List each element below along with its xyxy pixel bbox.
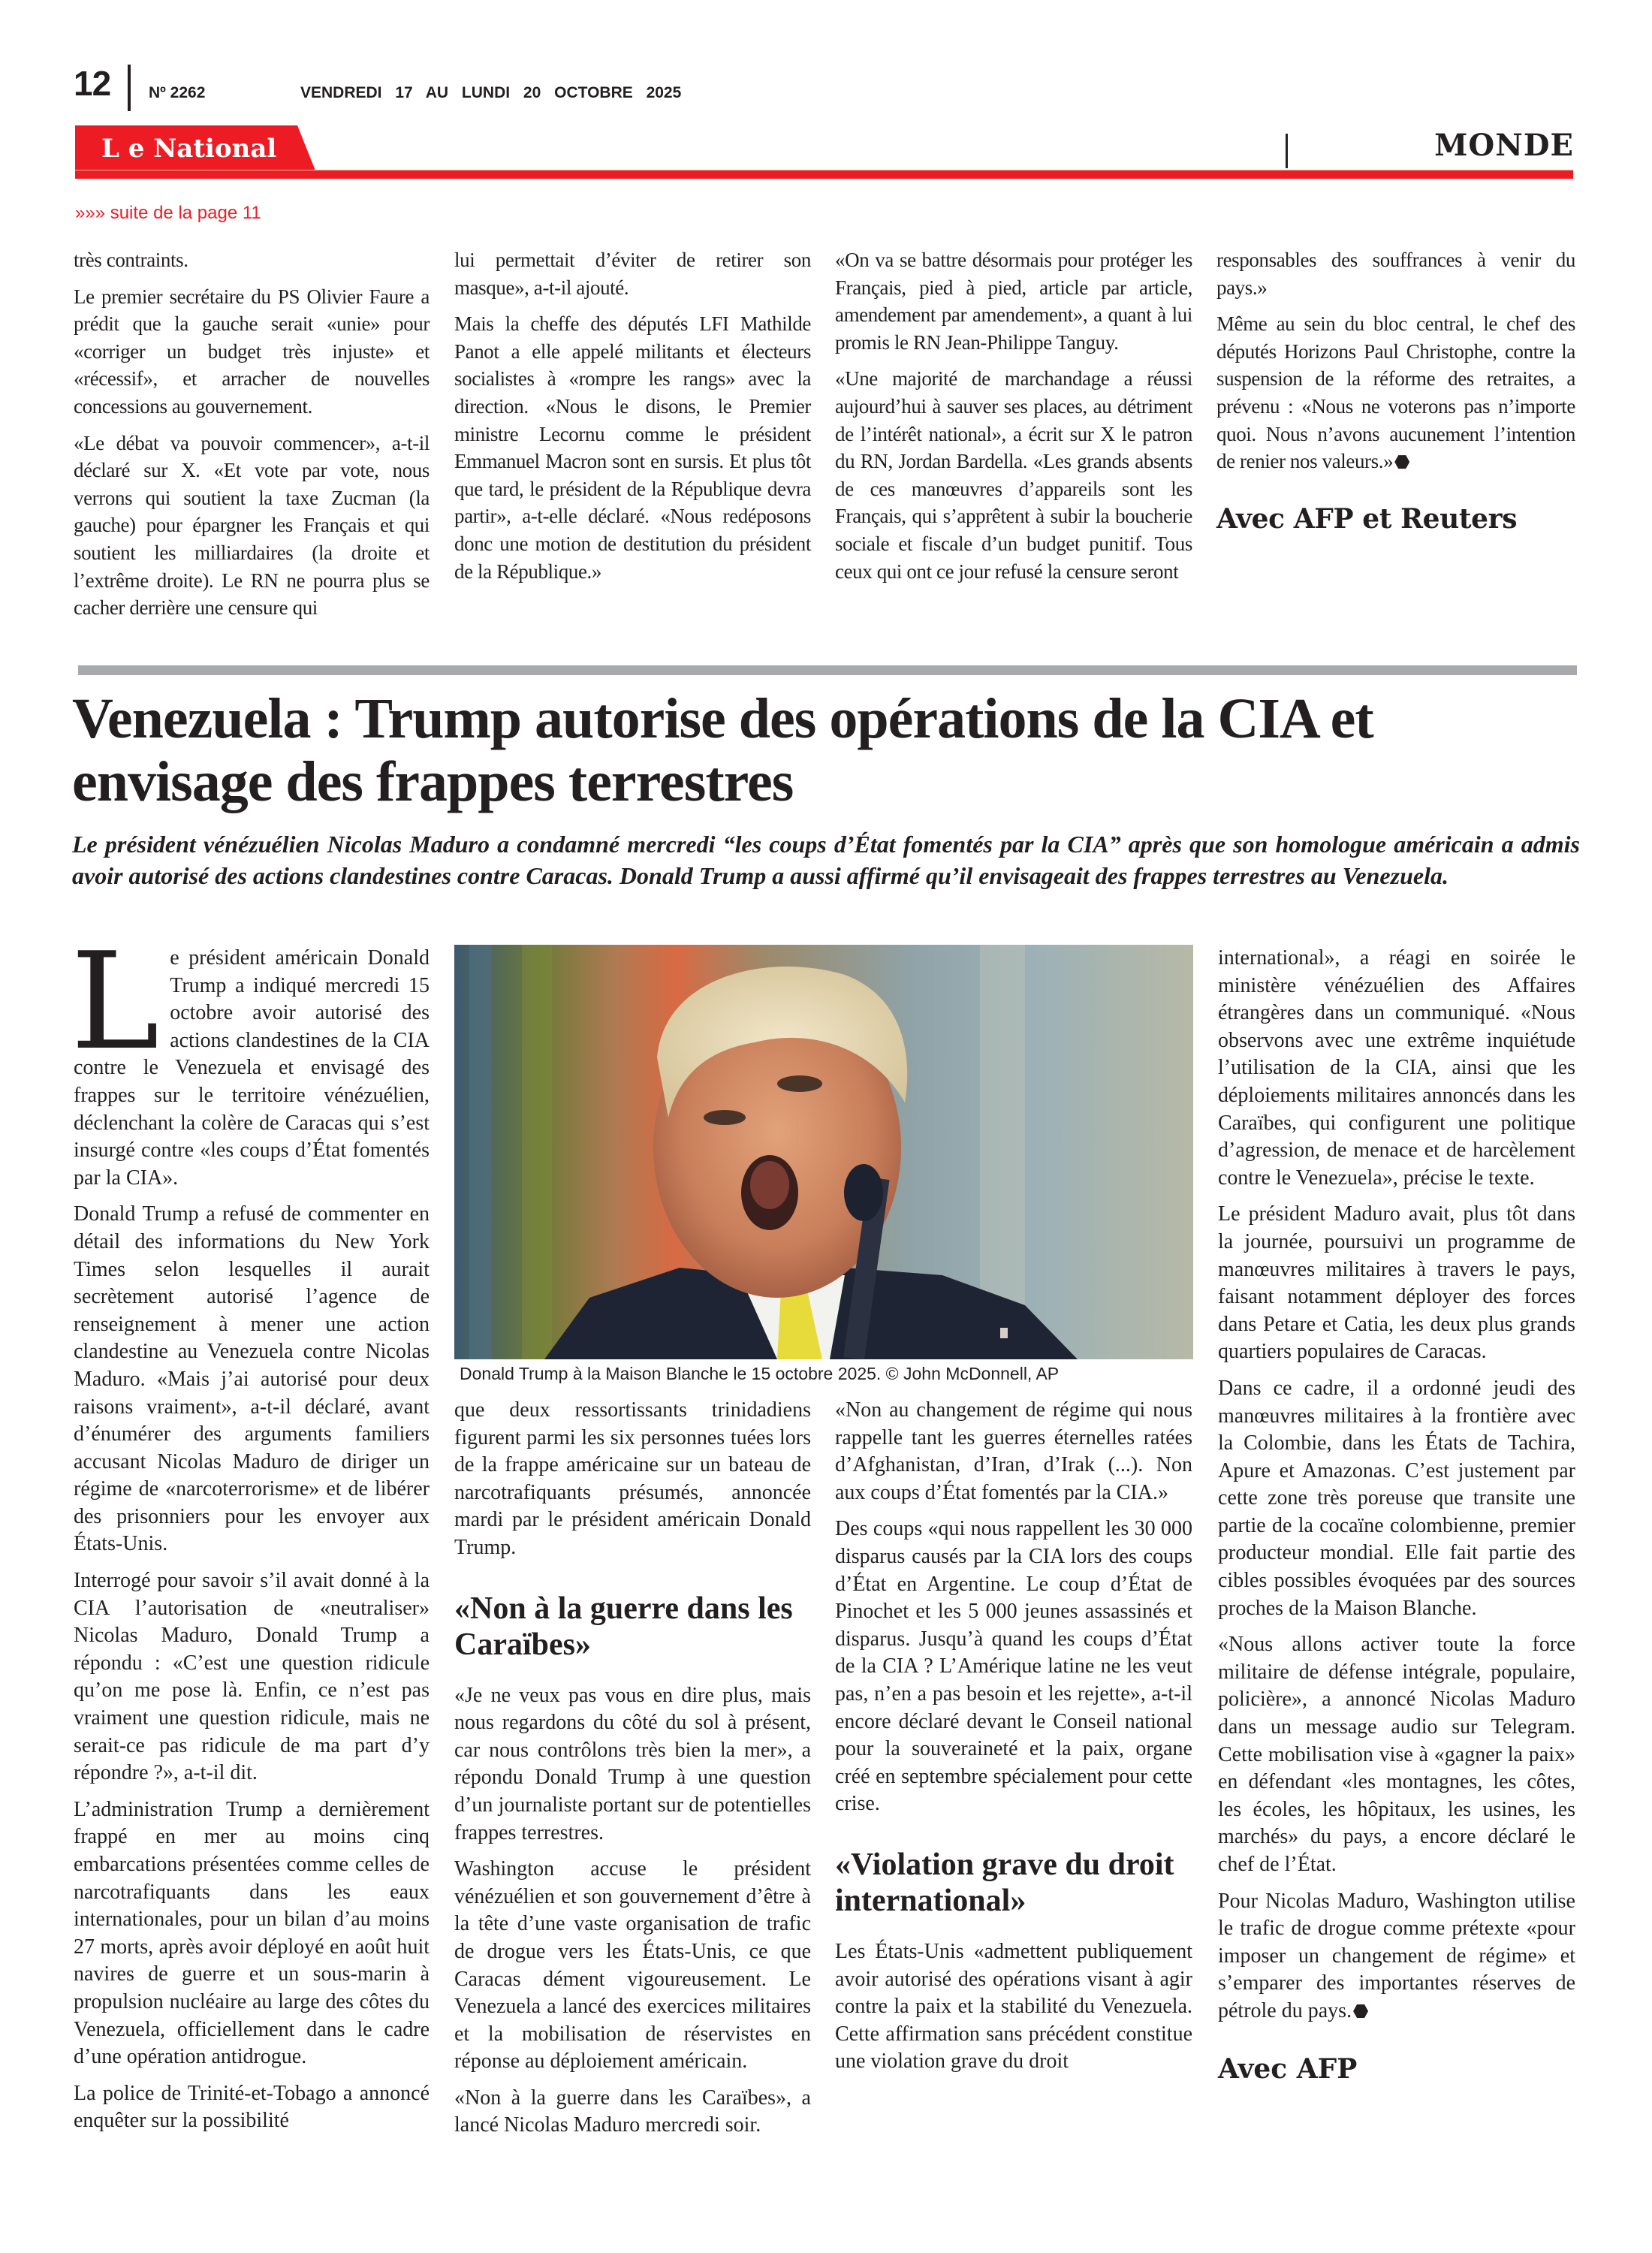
article-headline: Venezuela : Trump autorise des opérations de la CIA et envisage des frappes terrestres	[72, 687, 1373, 813]
lead-paragraph	[71, 924, 430, 1192]
section-divider	[1286, 134, 1288, 168]
paragraph: «Non à la guerre dans les Caraïbes», a lancé Nicolas Maduro mercredi soir.	[454, 2086, 811, 2137]
article-column-1	[71, 924, 430, 2144]
continued-from-link[interactable]: »»» suite de la page 11	[75, 203, 261, 223]
paragraph	[1218, 1888, 1575, 2025]
photo-caption: Donald Trump à la Maison Blanche le 15 octobre 2025. © John McDonnell, AP	[460, 1364, 1060, 1383]
article-column-2	[454, 1397, 811, 2149]
paragraph: lui permettait d’éviter de retirer son masque», a-t-il ajouté.	[454, 249, 811, 299]
paragraph: Le premier secrétaire du PS Olivier Faure a prédit que la gauche serait «unie» pour «corriger un budget très injuste» et «récessif», et arracher de nouvelles concessions au gouvernement.	[74, 285, 430, 418]
paragraph: très contraints.	[74, 249, 188, 271]
folio-divider	[128, 65, 131, 111]
article-deck: Le président vénézuélien Nicolas Maduro a condamné mercredi “les coups d’État fomentés par la CIA” après que son homologue américain a admis avoir autorisé des actions clandestines contre Caracas. Donald Trump a aussi affirmé qu’il envisageait des frappes terrestres au Venezuela.	[72, 831, 1580, 889]
paragraph: «Non au changement de régime qui nous rappelle tant les guerres éternelles ratées d’Afghanistan, d’Iran, d’Irak (...). Non aux coups d’État fomentés par la CIA.»	[835, 1398, 1192, 1504]
trump-photo-illustration	[454, 945, 1193, 1359]
article-photo	[454, 945, 1193, 1359]
drop-cap: L	[71, 924, 160, 1079]
paragraph: «Nous allons activer toute la force militaire de défense intégrale, populaire, policière», a annoncé Nicolas Maduro dans un message audio sur Telegram. Cette mobilisation vise à «gagner la paix» en défendant «les montagnes, les côtes, les écoles, les hôpitaux, les usines, les marchés» du pays, a encore déclaré le chef de l’État.	[1218, 1633, 1575, 1876]
paragraph-text: e président américain Donald Trump a indiqué mercredi 15 octobre avoir autorisé des actions clandestines de la CIA contre le Venezuela et envisagé des frappes sur le territoire vénézuélien, déclenchant la colère de Caracas qui s’est insurgé contre «les coups d’État fomentés par la CIA».	[74, 946, 430, 1190]
paragraph: La police de Trinité-et-Tobago a annoncé enquêter sur la possibilité	[74, 2081, 430, 2133]
paragraph: Dans ce cadre, il a ordonné jeudi des manœuvres militaires à la frontière avec la Colombie, dans les États de Tachira, Apure et Amazonas. C’est justement par cette zone très poreuse que transite une partie de la cocaïne colombienne, premier producteur mondial. Elle fait partie des cibles possibles évoquées par des sources proches de la Maison Blanche.	[1218, 1376, 1575, 1620]
paragraph-text: Même au sein du bloc central, le chef des députés Horizons Paul Christophe, contre la suspension de la réforme des retraites, a prévenu : «Nous ne voterons pas n’importe quoi. Nous n’avons aucunement l’intention de renier nos valeurs.»	[1216, 312, 1575, 473]
page-number: 12	[74, 64, 111, 103]
paragraph: responsables des souffrances à venir du pays.»	[1216, 249, 1575, 299]
dateline: VENDREDI 17 AU LUNDI 20 OCTOBRE 2025	[300, 84, 682, 101]
paragraph: Mais la cheffe des députés LFI Mathilde Panot a elle appelé militants et électeurs socialistes à «rompre les rangs» avec la direction. «Nous le disons, le Premier ministre Lecornu comme le président Emmanuel Macron sont en sursis. Et plus tôt que tard, le président de la République devra partir», a-t-elle déclaré. «Nous redéposons donc une motion de destitution du président de la République.»	[454, 312, 811, 583]
article-separator	[78, 665, 1577, 675]
subheading: «Violation grave du droit international»	[835, 1847, 1174, 1918]
continued-column-1	[74, 246, 430, 631]
paragraph: L’administration Trump a dernièrement frappé en mer au moins cinq embarcations présentées comme celles de narcotrafiquants dans les eaux internationales, pour un bilan d’au moins 27 morts, après avoir déployé en août huit navires de guerre et un sous-marin à propulsion nucléaire au large des côtes du Venezuela, officiellement dans le cadre d’une opération antidrogue.	[74, 1797, 430, 2069]
end-mark-icon	[1394, 454, 1409, 469]
paragraph: «Le débat va pouvoir commencer», a-t-il déclaré sur X. «Et vote par vote, nous verrons qui soutient la taxe Zucman (la gauche) pour épargner les Français et qui soutient les milliardaires (la droite et l’extrême droite). Le RN ne pourra plus se cacher derrière une censure qui	[74, 431, 430, 620]
paragraph: international», a réagi en soirée le ministère vénézuélien des Affaires étrangères dans un communiqué. «Nous observons avec une extrême inquiétude l’utilisation de la CIA, ainsi que les déploiements militaires annoncés dans les Caraïbes, qui configurent une politique d’agression, de menace et de harcèlement contre le Venezuela», précise le texte.	[1218, 946, 1575, 1190]
header-red-rule	[75, 170, 1573, 179]
paragraph: Donald Trump a refusé de commenter en détail des informations du New York Times selon lesquelles il aurait secrètement autorisé l’agence de renseignement à mener une action clandestine au Venezuela contre Nicolas Maduro. «Mais j’ai autorisé pour deux raisons vraiment», a-t-il déclaré, avant d’énumérer des arguments familiers accusant Nicolas Maduro de diriger un régime de «narcoterrorisme» et de libérer des prisonniers pour les envoyer aux États-Unis.	[74, 1202, 430, 1556]
paragraph: Les États-Unis «admettent publiquement avoir autorisé des opérations visant à agir contre la paix et la stabilité du Venezuela. Cette affirmation sans précédent constitue une violation grave du droit	[835, 1939, 1192, 2074]
article-credit: Avec AFP et Reuters	[1216, 502, 1518, 535]
paragraph: Des coups «qui nous rappellent les 30 000 disparus causés par la CIA lors des coups d’État en Argentine. Le coup d’État de Pinochet et les 5 000 jeunes assassinés et disparus. Jusqu’à quand les coups d’État de la CIA ? L’Amérique latine ne les veut pas, n’en a pas besoin et les rejette», a-t-il encore déclaré devant le Conseil national pour la souveraineté et la paix, organe créé en septembre spécialement pour cette crise.	[835, 1517, 1192, 1816]
paragraph-text: Pour Nicolas Maduro, Washington utilise le trafic de drogue comme prétexte «pour imposer un changement de régime» et s’emparer des importantes réserves de pétrole du pays.	[1218, 1889, 1575, 2022]
article-column-4	[1218, 945, 1575, 2092]
issue-number: Nº 2262	[149, 84, 206, 101]
continued-column-4	[1216, 246, 1575, 541]
brand-logo: L e National	[101, 134, 277, 164]
continued-column-3	[835, 246, 1192, 594]
paragraph: Washington accuse le président vénézuélien et son gouvernement d’être à la tête d’une vaste organisation de trafic de drogue vers les États-Unis, ce que Caracas dément vigoureusement. Le Venezuela a lancé des exercices militaires et la mobilisation de réservistes en réponse au déploiement américain.	[454, 1857, 811, 2074]
paragraph: «Une majorité de marchandage a réussi aujourd’hui à sauver ses places, au détriment de l’intérêt national», a écrit sur X le patron du RN, Jordan Bardella. «Les grands absents de ces manœuvres d’appareils sont les Français, qui s’apprêtent à subir la boucherie sociale et fiscale d’un budget punitif. Tous ceux qui ont ce jour refusé la censure seront	[835, 367, 1192, 583]
paragraph: Interrogé pour savoir s’il avait donné à la CIA l’autorisation de «neutraliser» Nicolas Maduro, Donald Trump a répondu : «C’est une question ridicule qu’on me pose là. Enfin, ce n’est pas vraiment une question ridicule, mais ne serait-ce pas ridicule de ma part d’y répondre ?», a-t-il dit.	[74, 1569, 430, 1785]
end-mark-icon	[1353, 2004, 1368, 2019]
article-column-3	[835, 1397, 1192, 2085]
paragraph: «On va se battre désormais pour protéger les Français, pied à pied, article par article, amendement par amendement», a quant à lui promis le RN Jean-Philippe Tanguy.	[835, 249, 1192, 354]
paragraph	[1216, 310, 1575, 475]
paragraph: «Je ne veux pas vous en dire plus, mais nous regardons du côté du sol à présent, car nous contrôlons très bien la mer», a répondu Donald Trump à une question d’un journaliste portant sur de potentielles frappes terrestres.	[454, 1683, 811, 1844]
continued-column-2	[454, 246, 811, 594]
paragraph: Le président Maduro avait, plus tôt dans la journée, poursuivi un programme de manœuvres militaires à travers le pays, faisant notamment déployer des forces dans Petare et Catia, les deux plus grands quartiers populaires de Caracas.	[1218, 1202, 1575, 1364]
section-label: MONDE	[1434, 128, 1574, 163]
paragraph: que deux ressortissants trinidadiens figurent parmi les six personnes tuées lors de la frappe américaine sur un bateau de narcotrafiquants présumés, annoncée mardi par le président américain Donald Trump.	[454, 1398, 811, 1559]
article-credit: Avec AFP	[1218, 2052, 1358, 2085]
subheading: «Non à la guerre dans les Caraïbes»	[454, 1591, 793, 1662]
